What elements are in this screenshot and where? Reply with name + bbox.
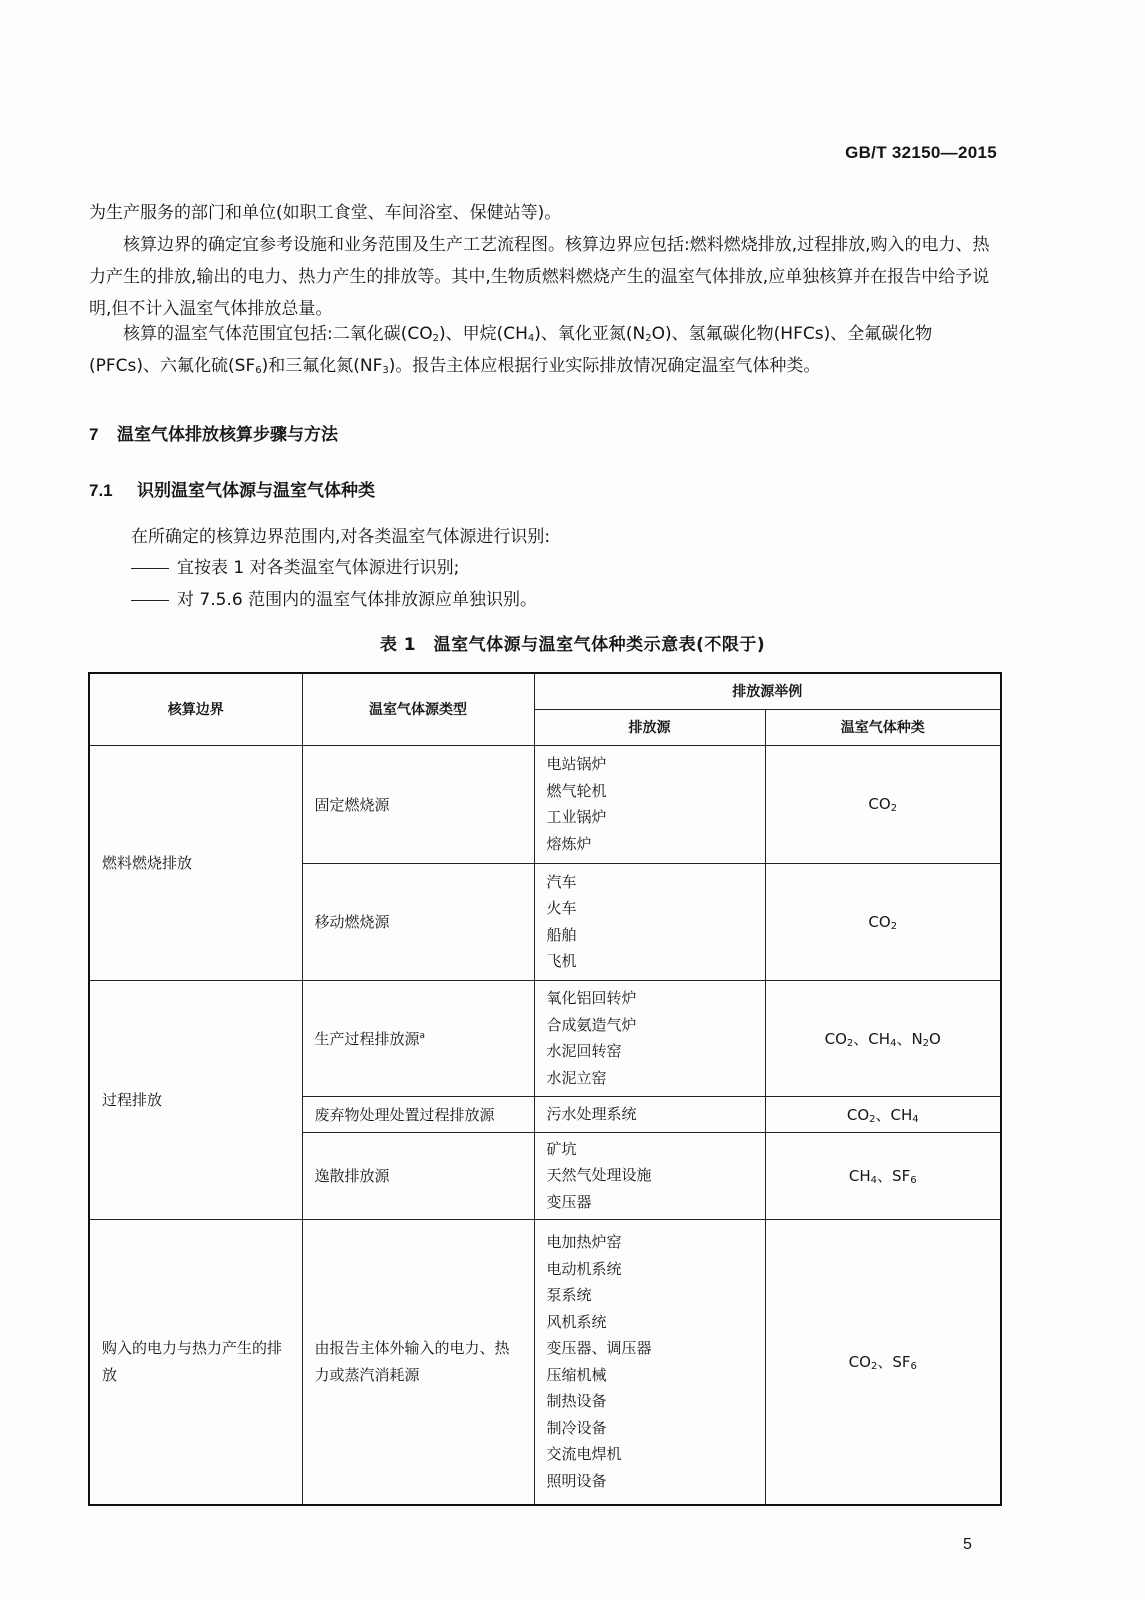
section-7-heading: 7 温室气体排放核算步骤与方法 xyxy=(89,425,338,445)
list-item: 对 7.5.6 范围内的温室气体排放源应单独识别。 xyxy=(131,585,537,610)
ghg-source-table xyxy=(88,672,1002,1506)
dash-mark xyxy=(131,600,169,601)
sources-cell: 电加热炉窑 电动机系统 泵系统 风机系统 变压器、调压器 压缩机械 制热设备 制冷设备 交流电焊机 照明设备 xyxy=(534,1219,765,1505)
gas-cell: $CH_4$、$SF_6$ xyxy=(765,1132,1001,1219)
page-number: 5 xyxy=(963,1536,972,1553)
sources-cell: 氧化铝回转炉 合成氨造气炉 水泥回转窑 水泥立窑 xyxy=(534,980,765,1096)
standard-number: GB/T 32150—2015 xyxy=(845,143,997,162)
dash-mark xyxy=(131,568,169,569)
table-caption: 表 1 温室气体源与温室气体种类示意表(不限于) xyxy=(379,635,766,655)
header-gas: 温室气体种类 xyxy=(765,709,1001,745)
gas-cell: $CO_2$ xyxy=(765,745,1001,863)
boundary-cell: 过程排放 xyxy=(89,980,302,1219)
header-source: 排放源 xyxy=(534,709,765,745)
source-type-cell: 生产过程排放源$^a$ xyxy=(302,980,534,1096)
section-7-1-heading: 7.1 识别温室气体源与温室气体种类 xyxy=(89,481,375,501)
sources-cell: 污水处理系统 xyxy=(534,1096,765,1132)
source-type-cell: 由报告主体外输入的电力、热力或蒸汽消耗源 xyxy=(302,1219,534,1505)
header-source-type: 温室气体源类型 xyxy=(302,673,534,745)
boundary-cell: 购入的电力与热力产生的排放 xyxy=(89,1219,302,1505)
gas-cell: $CO_2$ xyxy=(765,863,1001,980)
sources-cell: 电站锅炉 燃气轮机 工业锅炉 熔炼炉 xyxy=(534,745,765,863)
source-type-cell: 废弃物处理处置过程排放源 xyxy=(302,1096,534,1132)
gas-cell: $CO_2$、$CH_4$ xyxy=(765,1096,1001,1132)
source-type-cell: 固定燃烧源 xyxy=(302,745,534,863)
paragraph-2: 核算边界的确定宜参考设施和业务范围及生产工艺流程图。核算边界应包括:燃料燃烧排放,过程排放,购入的电力、热力产生的排放,输出的电力、热力产生的排放等。其中,生物质燃料燃烧产生的温室气体排放,应单独核算并在报告中给予说明,但不计入温室气体排放总量。 xyxy=(89,235,990,319)
table-row xyxy=(89,980,1001,1096)
header-boundary: 核算边界 xyxy=(89,673,302,745)
sources-cell: 汽车 火车 船舶 飞机 xyxy=(534,863,765,980)
sources-cell: 矿坑 天然气处理设施 变压器 xyxy=(534,1132,765,1219)
source-type-cell: 移动燃烧源 xyxy=(302,863,534,980)
list-item: 宜按表 1 对各类温室气体源进行识别; xyxy=(131,553,459,578)
paragraph-3: 核算的温室气体范围宜包括:二氧化碳$(CO_2)$、甲烷$(CH_4)$、氧化亚氮$(N_2O)$、氢氟碳化物(HFCs)、全氟碳化物(PFCs)、六氟化硫$(SF_6)$和三氟化氮$(NF_3)$。报告主体应根据行业实际排放情况确定温室气体种类。 xyxy=(89,324,933,376)
paragraph-1: 为生产服务的部门和单位(如职工食堂、车间浴室、保健站等)。 xyxy=(89,203,562,223)
section-intro: 在所确定的核算边界范围内,对各类温室气体源进行识别: xyxy=(131,527,551,547)
source-type-cell: 逸散排放源 xyxy=(302,1132,534,1219)
boundary-cell: 燃料燃烧排放 xyxy=(89,745,302,980)
gas-cell: $CO_2$、$CH_4$、$N_2O$ xyxy=(765,980,1001,1096)
gas-cell: $CO_2$、$SF_6$ xyxy=(765,1219,1001,1505)
table-row xyxy=(89,1219,1001,1505)
table-row xyxy=(89,745,1001,863)
header-examples: 排放源举例 xyxy=(534,673,1001,709)
